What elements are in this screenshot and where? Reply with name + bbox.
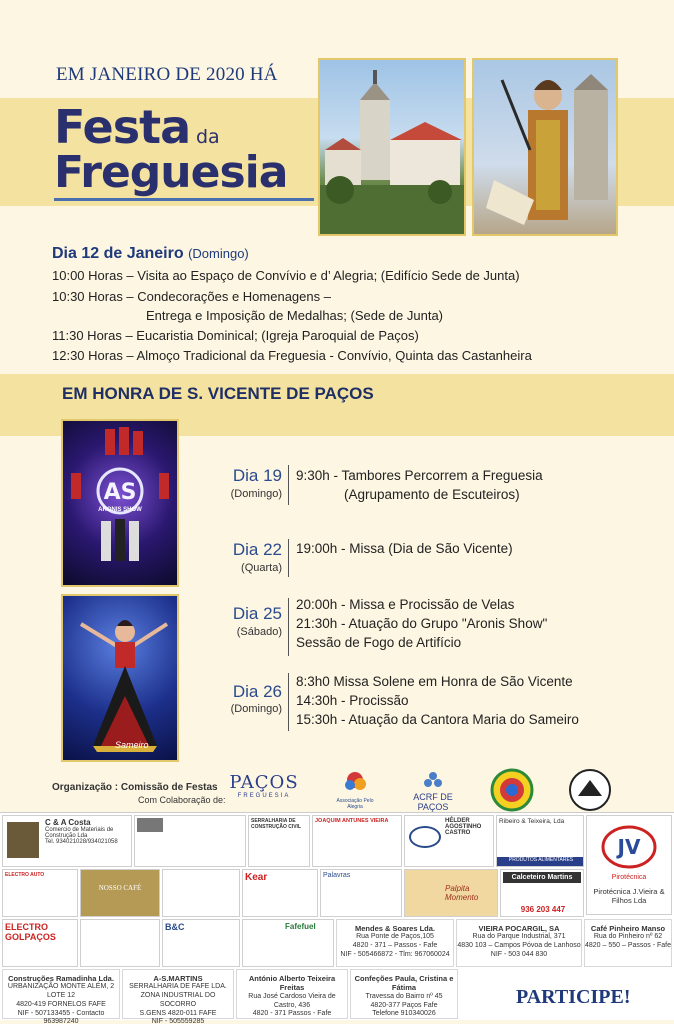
sponsor-card: António Alberto Teixeira Freitas Rua José Cardoso Vieira de Castro, 436 4820 - 371 Passos - Fafe — [236, 969, 348, 1019]
sponsor-electro-auto: ELECTRO AUTO — [2, 869, 78, 917]
event-weekday: (Domingo) — [230, 703, 282, 715]
event-day: Dia 25 — [232, 604, 282, 623]
event-line: 14:30h - Procissão — [296, 693, 409, 708]
honor-heading: EM HONRA DE S. VICENTE DE PAÇOS — [62, 384, 374, 403]
maria-do-sameiro-poster — [61, 594, 179, 762]
sponsor-serralharia: SERRALHARIA DE CONSTRUÇÃO CIVIL — [248, 815, 310, 867]
event-line: (Agrupamento de Escuteiros) — [344, 487, 520, 502]
schedule-line: 10:00 Horas – Visita ao Espaço de Convívio e d’ Alegria; (Edifício Sede de Junta) — [52, 268, 520, 283]
schedule-line: 10:30 Horas – Condecorações e Homenagens – — [52, 289, 331, 304]
day12-date: Dia 12 de Janeiro — [52, 245, 184, 262]
title-da: da — [196, 126, 220, 148]
sponsor-card: Confeções Paula, Cristina e Fátima Travessa do Bairro nº 45 4820-377 Paços Fafe Telefone 910340026 — [350, 969, 458, 1019]
sponsor-calceteiro-martins: Calceteiro Martins 936 203 447 — [500, 869, 584, 917]
club-crest-icon — [490, 768, 534, 817]
event-separator — [288, 465, 289, 505]
sponsor-kear: Kear — [242, 869, 318, 917]
event-weekday: (Domingo) — [230, 488, 282, 500]
schedule-line: 11:30 Horas – Eucaristia Dominical; (Igreja Paroquial de Paços) — [52, 328, 419, 343]
title-festa: Festa — [54, 100, 191, 154]
svg-text:AS: AS — [103, 480, 137, 505]
sponsor-passeio-comercial — [80, 919, 160, 967]
event-separator — [288, 673, 289, 731]
event-weekday: (Quarta) — [241, 562, 282, 574]
sponsor-pirotecnica-jv: JV Pirotécnica Pirotécnica J.Vieira & Filhos Lda — [586, 815, 672, 915]
participe-callout: PARTICIPE! — [516, 986, 631, 1008]
church-photo — [318, 58, 466, 236]
title-underline — [54, 198, 314, 201]
aronis-show-label: ARONIS SHOW — [98, 507, 142, 513]
schedule-line: 12:30 Horas – Almoço Tradicional da Freguesia - Convívio, Quinta das Castanheira — [52, 348, 532, 363]
sponsor-card: VIEIRA POCARGIL, SA Rua do Parque Industrial, 371 4830 103 – Campos Póvoa de Lanhoso NIF - 503 044 830 — [456, 919, 582, 967]
sponsor-golpacos: ELECTRO GOLPAÇOS — [2, 919, 78, 967]
sponsor-palpita-momento: Palpita Momento — [404, 869, 498, 917]
sponsor-card: Café Pinheiro Manso Rua do Pinheiro nº 62 4820 – 550 – Passos - Fafe — [584, 919, 672, 967]
day12-heading — [52, 245, 249, 263]
event-separator — [288, 598, 289, 656]
title-freguesia: Freguesia — [54, 147, 288, 198]
sponsor-ca-costa: C & A Costa Comercio de Materiais de Construção Lda Tel. 934021028/934021058 — [2, 815, 132, 867]
sponsor-ribeiro-teixeira: Ribeiro & Teixeira, Lda PRODUTOS ALIMENTARES — [496, 815, 584, 867]
organization-label: Organização : Comissão de Festas — [52, 782, 218, 793]
sponsor-card: A-S.MARTINS SERRALHARIA DE FAFE LDA. ZONA INDUSTRIAL DO SOCORRO S.GENS 4820-011 FAFE NIF - 505559285 — [122, 969, 234, 1019]
associacao-logo: Associação Pelo Alegria — [330, 770, 380, 810]
day12-weekday: (Domingo) — [188, 246, 249, 261]
sponsor-palavras: Palavras — [320, 869, 402, 917]
event-line: 8:3h0 Missa Solene em Honra de São Vicente — [296, 674, 573, 689]
event-line: 9:30h - Tambores Percorrem a Freguesia — [296, 468, 543, 483]
sponsor-porto-lephaos — [162, 869, 240, 917]
sponsor-joaquim-vieira: JOAQUIM ANTUNES VIEIRA — [312, 815, 402, 867]
sponsor-card: Mendes & Soares Lda. Rua Ponte de Paços,105 4820 - 371 – Passos - Fafe NIF - 505466872 - Tlm: 967060024 — [336, 919, 454, 967]
collaboration-label: Com Colaboração de: — [138, 795, 226, 805]
event-line: 19:00h - Missa (Dia de São Vicente) — [296, 541, 513, 556]
sponsor-helder-castro: HÉLDER AGOSTINHO CASTRO — [404, 815, 494, 867]
acrf-pacos-logo: ACRF DE PAÇOS — [398, 770, 468, 812]
schedule-line: Entrega e Imposição de Medalhas; (Sede de Junta) — [146, 308, 444, 323]
event-line: 15:30h - Atuação da Cantora Maria do Sameiro — [296, 712, 579, 727]
event-day: Dia 19 — [232, 466, 282, 485]
event-line: 21:30h - Atuação do Grupo "Aronis Show" — [296, 616, 548, 631]
svg-text:JV: JV — [617, 835, 641, 859]
sponsor-fafefuel: Fafefuel — [242, 919, 334, 967]
event-line: Sessão de Fogo de Artifício — [296, 635, 462, 650]
sponsor-card: Construções Ramadinha Lda. URBANIZAÇÃO MONTE ALÉM, 2 LOTE 12 4820-419 FORNELOS FAFE NIF - 507133455 - Contacto 963987240 — [2, 969, 120, 1019]
event-line: 20:00h - Missa e Procissão de Velas — [296, 597, 515, 612]
event-day: Dia 26 — [232, 682, 282, 701]
sponsor-ferragens — [134, 815, 246, 867]
scouts-emblem-icon — [568, 768, 612, 817]
sameiro-label: Sameiro — [115, 740, 149, 750]
pre-title: EM JANEIRO DE 2020 HÁ — [56, 64, 278, 85]
sponsor-bc: B&C — [162, 919, 240, 967]
event-separator — [288, 539, 289, 577]
event-weekday: (Sábado) — [236, 626, 282, 638]
sponsor-nosso-cafe: NOSSO CAFÉ — [80, 869, 160, 917]
event-day: Dia 22 — [232, 540, 282, 559]
aronis-show-poster — [61, 419, 179, 587]
pacos-freguesia-logo: PAÇOS FREGUESIA — [229, 772, 299, 799]
saint-statue-photo — [472, 58, 618, 236]
